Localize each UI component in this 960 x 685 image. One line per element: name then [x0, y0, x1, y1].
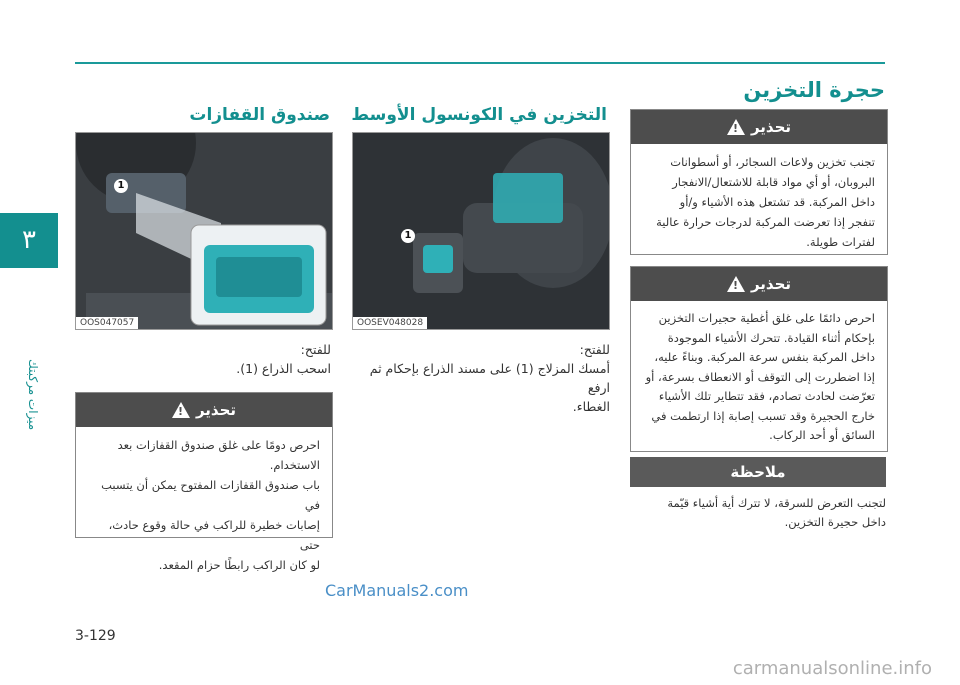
note-body — [630, 494, 886, 532]
warning-line: احرص دومًا على غلق صندوق القفازات بعد — [117, 438, 320, 452]
warning-line: خارج الحجيرة وقد تسبب إصابة إذا ارتطمت في — [651, 408, 875, 423]
photo-code: OOSEV048028 — [353, 317, 427, 329]
warning-title: تحذير — [195, 401, 237, 419]
chapter-tab[interactable] — [0, 213, 58, 268]
watermark-link[interactable]: CarManuals2.com — [325, 581, 469, 600]
warning-header — [76, 393, 332, 427]
page-number: 3-129 — [75, 628, 116, 644]
warning-icon — [172, 402, 190, 418]
warning-body — [631, 301, 887, 454]
top-rule — [75, 62, 885, 64]
warning-line: بإحكام أثناء القيادة. تتحرك الأشياء الموجودة — [667, 330, 875, 345]
warning-line: إصابات خطيرة للراكب في حالة وقوع حادث، حتى — [108, 518, 320, 552]
callout-1: 1 — [114, 179, 128, 193]
warning-line: لو كان الراكب رابطًا حزام المقعد. — [158, 558, 320, 572]
chapter-label: ميزات مركبتك — [26, 358, 40, 430]
note-line: لتجنب التعرض للسرقة، لا تترك أية أشياء قيّمة — [667, 496, 886, 510]
warning-line: باب صندوق القفازات المفتوح يمكن أن يتسبب في — [101, 478, 320, 512]
open-instruction: أمسك المزلاج (1) على مسند الذراع بإحكام ثم ارفع — [369, 361, 610, 395]
console-photo — [352, 132, 610, 330]
open-instruction-cont: الغطاء. — [572, 399, 610, 414]
warning-header — [631, 267, 887, 301]
glove-box-illustration — [76, 133, 332, 329]
warning-line: تجنب تخزين ولاعات السجائر، أو أسطوانات — [670, 155, 875, 169]
glove-box-warning — [75, 392, 333, 572]
warning-line: احرص دائمًا على غلق أغطية حجيرات التخزين — [658, 311, 875, 325]
glove-box-text — [75, 340, 331, 378]
warning-body — [631, 144, 887, 260]
glove-box-heading: صندوق القفازات — [189, 105, 330, 125]
callout-1: 1 — [401, 229, 415, 243]
warning-body — [76, 427, 332, 583]
warning-line: السائق أو أحد الركاب. — [769, 428, 875, 442]
section-title: حجرة التخزين — [743, 78, 885, 102]
photo-code: OOS047057 — [76, 317, 138, 329]
glove-box-photo — [75, 132, 333, 330]
warning-line: تعرّضت لحادث تصادم، فقد تتطاير تلك الأشياء — [658, 389, 875, 403]
chapter-number: ٣ — [22, 225, 36, 255]
console-illustration — [353, 133, 609, 329]
warning-line: داخل المركبة. قد تشتعل هذه الأشياء و/أو — [679, 195, 875, 209]
warning-title: تحذير — [750, 275, 792, 293]
console-storage-heading: التخزين في الكونسول الأوسط — [351, 105, 607, 125]
note-line: داخل حجيرة التخزين. — [784, 515, 886, 529]
warning-line: تنفجر إذا تعرضت المركبة لدرجات حرارة عالية — [656, 215, 875, 229]
warning-line: البروبان، أو أي مواد قابلة للاشتعال/الانفجار — [672, 175, 875, 189]
open-label: للفتح: — [300, 342, 331, 357]
warning-line: إذا اضطررت إلى التوقف أو الانعطاف بسرعة، أو — [645, 369, 875, 384]
note-header: ملاحظة — [630, 457, 886, 487]
warning-icon — [727, 119, 745, 135]
storage-warning-1 — [630, 109, 888, 255]
warning-header — [631, 110, 887, 144]
warning-icon — [727, 276, 745, 292]
warning-line: الاستخدام. — [269, 458, 320, 472]
warning-line: لفترات طويلة. — [806, 235, 875, 249]
footer-watermark: carmanualsonline.info — [732, 658, 932, 679]
open-instruction: اسحب الذراع (1). — [236, 361, 331, 376]
open-label: للفتح: — [579, 342, 610, 357]
warning-line: داخل المركبة بنفس سرعة المركبة. وبناءً عليه، — [654, 350, 875, 364]
warning-title: تحذير — [750, 118, 792, 136]
console-text — [352, 340, 610, 416]
storage-warning-2 — [630, 266, 888, 452]
